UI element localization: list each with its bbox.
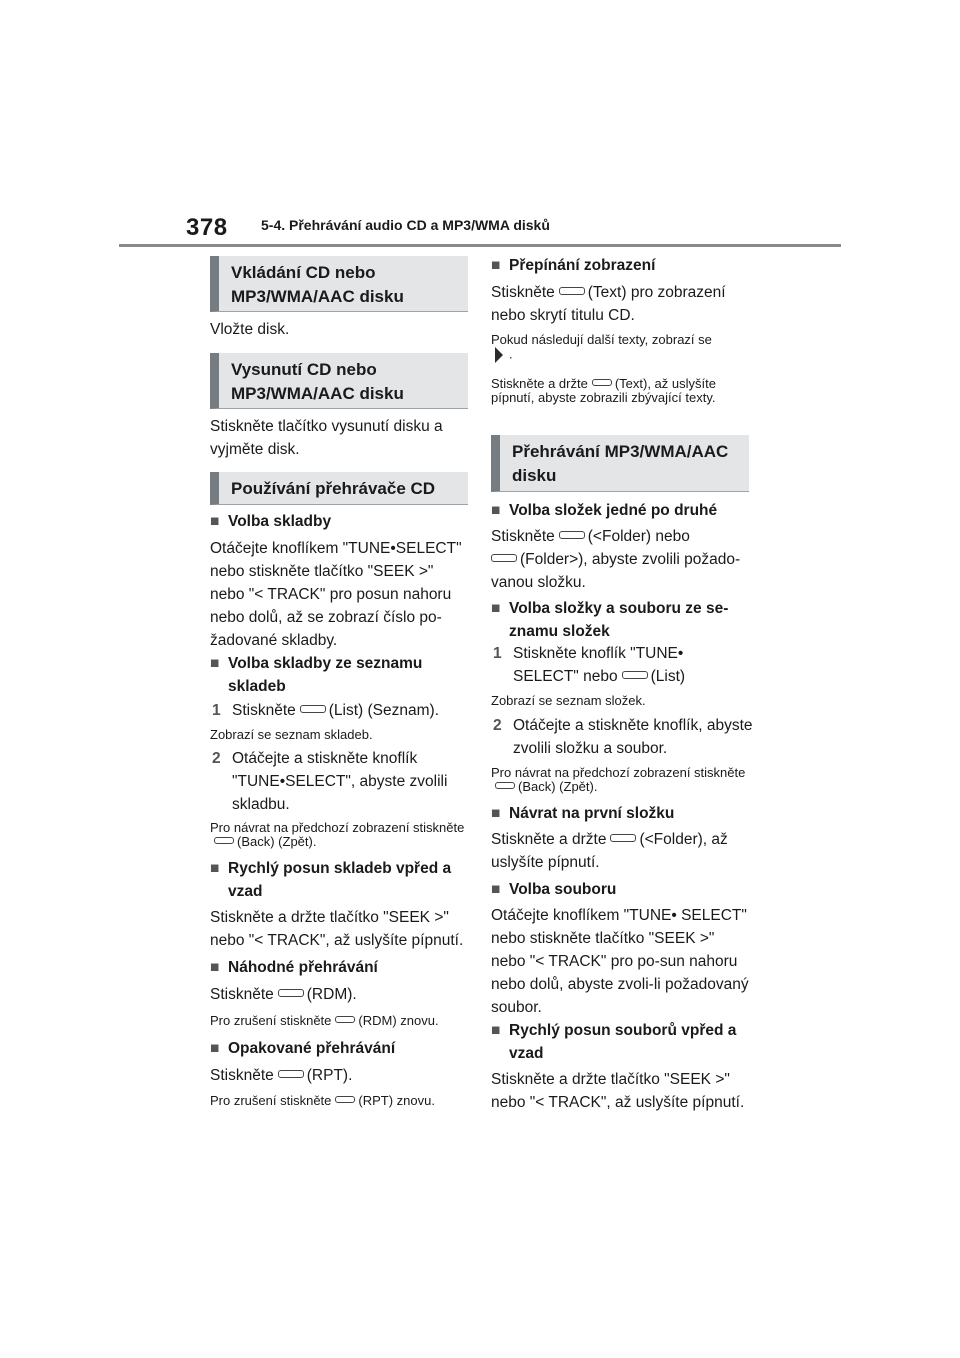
step-text: Stiskněte (232, 702, 296, 719)
note-hold-text (491, 377, 753, 405)
text: Stiskněte (491, 284, 555, 301)
text: (<Folder), až uslyšíte pípnutí. (491, 831, 728, 871)
button-symbol-icon (278, 989, 304, 997)
note-random-cancel (210, 1014, 472, 1028)
square-bullet-icon: ■ (491, 600, 501, 617)
eject-text: Stiskněte tlačítko vysunutí disku a vyjměte disk. (210, 418, 443, 458)
insert-text: Vložte disk. (210, 321, 290, 338)
first-folder-text (491, 828, 753, 874)
subheading-folder-step (491, 499, 753, 522)
note-more-text (491, 333, 753, 363)
step-number: 1 (493, 645, 502, 662)
step-text: (List) (Seznam). (328, 702, 440, 719)
heading-insert-disc: Vkládání CD nebo MP3/WMA/AAC disku (210, 256, 468, 312)
note-text: (RDM) znovu. (358, 1013, 439, 1028)
text: (<Folder) nebo (587, 528, 690, 545)
note-text: Pro zrušení stiskněte (210, 1093, 332, 1108)
note-text: Pokud následují další texty, zobrazí se (491, 332, 712, 347)
note-text: (Back) (Zpět). (237, 834, 317, 849)
button-symbol-icon (278, 1070, 304, 1078)
folder-step-text (491, 525, 753, 594)
file-select-text: Otáčejte knoflíkem "TUNE• SELECT" nebo stiskněte tlačítko "SEEK >" nebo "< TRACK" pro po-sun nahoru nebo dolů, abyste zvoli-li požadovaný soubor. (491, 907, 749, 1016)
random-text (210, 983, 472, 1006)
subheading-label: Rychlý posun skladeb vpřed a vzad (228, 860, 452, 900)
subheading-random (210, 956, 472, 979)
subheading-first-folder (491, 802, 753, 825)
text: (Folder>), abyste zvolili požado-vanou složku. (491, 551, 741, 591)
subheading-label: Volba složky a souboru ze se-znamu složek (509, 600, 729, 640)
subheading-label: Náhodné přehrávání (228, 959, 378, 976)
square-bullet-icon: ■ (491, 257, 501, 274)
subheading-label: Volba souboru (509, 881, 617, 898)
button-symbol-icon (214, 837, 234, 844)
subheading-label: Rychlý posun souborů vpřed a vzad (509, 1022, 737, 1062)
note-text: (Back) (Zpět). (518, 779, 598, 794)
note-text: Pro návrat na předchozí zobrazení stiskněte (210, 820, 465, 835)
square-bullet-icon: ■ (210, 959, 220, 976)
step-text: Otáčejte a stiskněte knoflík "TUNE•SELECT", abyste zvolili skladbu. (232, 750, 448, 813)
subheading-label: Přepínání zobrazení (509, 257, 656, 274)
button-symbol-icon (495, 782, 515, 789)
square-bullet-icon: ■ (491, 881, 501, 898)
square-bullet-icon: ■ (210, 513, 220, 530)
step-text: (List) (650, 668, 686, 685)
square-bullet-icon: ■ (210, 655, 220, 672)
button-symbol-icon (610, 834, 636, 842)
subheading-label: Volba skladby (228, 513, 332, 530)
subheading-label: Volba skladby ze seznamu skladeb (228, 655, 423, 695)
file-seek-text: Stiskněte a držte tlačítko "SEEK >" nebo "< TRACK", až uslyšíte pípnutí. (491, 1071, 745, 1111)
heading-cd-player: Používání přehrávače CD (210, 472, 468, 505)
note-back (210, 821, 472, 849)
subheading-display-switch (491, 254, 753, 277)
note-text: . (509, 346, 513, 362)
text: Stiskněte (210, 1067, 274, 1084)
subheading-label: Volba složek jedné po druhé (509, 502, 718, 519)
subheading-file-seek (491, 1019, 753, 1065)
section-title: 5-4. Přehrávání audio CD a MP3/WMA disků (261, 217, 550, 233)
note-text: (RPT) znovu. (358, 1093, 435, 1108)
step-text: Otáčejte a stiskněte knoflík, abyste zvolili složku a soubor. (513, 717, 753, 757)
button-symbol-icon (559, 531, 585, 539)
button-symbol-icon (622, 671, 648, 679)
button-symbol-icon (300, 705, 326, 713)
subheading-file-select (491, 878, 753, 901)
step-1 (491, 642, 753, 688)
step-number: 1 (212, 702, 221, 719)
button-symbol-icon (559, 287, 585, 295)
subheading-repeat (210, 1037, 472, 1060)
note-back (491, 766, 753, 794)
square-bullet-icon: ■ (491, 1022, 501, 1039)
track-select-text: Otáčejte knoflíkem "TUNE•SELECT" nebo stiskněte tlačítko "SEEK >" nebo "< TRACK" pro posun nahoru nebo dolů, až se zobrazí číslo po-žadované skladby. (210, 540, 462, 649)
text: Stiskněte (491, 528, 555, 545)
step-number: 2 (212, 750, 221, 767)
text: (RDM). (306, 986, 357, 1003)
page-number: 378 (186, 214, 228, 241)
heading-eject-disc: Vysunutí CD nebo MP3/WMA/AAC disku (210, 353, 468, 409)
square-bullet-icon: ■ (210, 1040, 220, 1057)
step-2 (210, 747, 472, 816)
text: (Text) pro zobrazení nebo skrytí titulu CD. (491, 284, 726, 324)
step-1 (210, 699, 472, 722)
subheading-track-list (210, 652, 472, 698)
step-text: Stiskněte knoflík "TUNE• SELECT" nebo (513, 645, 684, 685)
subheading-label: Opakované přehrávání (228, 1040, 396, 1057)
note-repeat-cancel (210, 1094, 472, 1108)
step-number: 2 (493, 717, 502, 734)
repeat-text (210, 1064, 472, 1087)
note-text: (Text), až uslyšíte pípnutí, abyste zobrazili zbývající texty. (491, 376, 716, 405)
text: Stiskněte (210, 986, 274, 1003)
note-text: Pro návrat na předchozí zobrazení stiskněte (491, 765, 746, 780)
square-bullet-icon: ■ (210, 860, 220, 877)
square-bullet-icon: ■ (491, 805, 501, 822)
subheading-fast-seek (210, 857, 472, 903)
fast-seek-text: Stiskněte a držte tlačítko "SEEK >" nebo "< TRACK", až uslyšíte pípnutí. (210, 909, 464, 949)
button-symbol-icon (592, 379, 612, 386)
square-bullet-icon: ■ (491, 502, 501, 519)
arrow-right-icon (495, 347, 503, 363)
text: Stiskněte a držte (491, 831, 607, 848)
note-text: Pro zrušení stiskněte (210, 1013, 332, 1028)
note-track-list: Zobrazí se seznam skladeb. (210, 727, 373, 742)
button-symbol-icon (491, 554, 517, 562)
display-switch-text (491, 281, 753, 327)
button-symbol-icon (335, 1096, 355, 1103)
subheading-folder-list (491, 597, 753, 643)
subheading-track-select (210, 510, 472, 533)
subheading-label: Návrat na první složku (509, 805, 675, 822)
step-2 (491, 714, 753, 760)
text: (RPT). (306, 1067, 353, 1084)
note-folder-list: Zobrazí se seznam složek. (491, 693, 646, 708)
heading-mp3-playback: Přehrávání MP3/WMA/AAC disku (491, 435, 749, 492)
note-text: Stiskněte a držte (491, 376, 588, 391)
button-symbol-icon (335, 1016, 355, 1023)
header-rule (119, 244, 841, 247)
